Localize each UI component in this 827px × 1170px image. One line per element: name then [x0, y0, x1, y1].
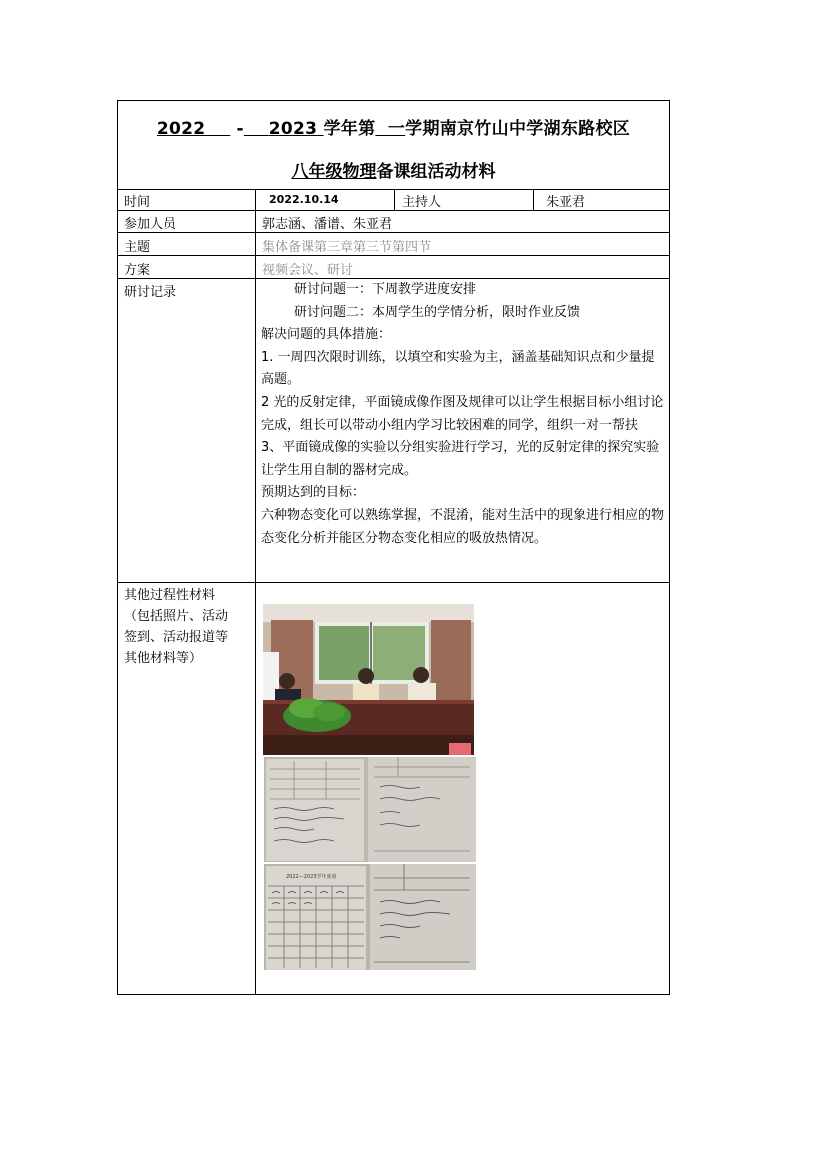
- record-q2: 研讨问题二：本周学生的学情分析，限时作业反馈: [294, 304, 581, 320]
- title-mid2: 学期南京竹山中学湖东路校区: [405, 119, 631, 139]
- form-title-line2: [118, 157, 669, 182]
- record-label: 研讨记录: [124, 285, 177, 300]
- record-measure-1: 1. 一周四次限时训练，以填空和实验为主，涵盖基础知识点和少量提高题。: [261, 349, 655, 388]
- year-end: 2023: [268, 119, 318, 139]
- form-title-line1: [118, 114, 669, 139]
- record-goal: 六种物态变化可以熟练掌握，不混淆，能对生活中的现象进行相应的物态变化分析并能区分物态变化相应的吸放热情况。: [261, 507, 665, 546]
- host-value: 朱亚君: [546, 195, 586, 210]
- other-label-3: 签到、活动报道等: [124, 630, 229, 645]
- plan-row: [118, 256, 669, 279]
- title-rest: 备课组活动材料: [376, 162, 496, 182]
- other-label: [124, 585, 252, 669]
- time-row: [118, 189, 669, 211]
- plan-value: 视频会议、研讨: [262, 263, 354, 278]
- other-label-4: 其他材料等）: [124, 651, 203, 666]
- grade-subject: 八年级物理: [291, 162, 377, 182]
- participants-label: 参加人员: [124, 217, 177, 232]
- topic-label: 主题: [124, 240, 151, 255]
- activity-form: [117, 100, 670, 995]
- record-sheet-photo-1: [264, 757, 476, 862]
- time-label: 时间: [124, 195, 151, 210]
- record-measure-3: 3、平面镜成像的实验以分组实验进行学习，光的反射定律的探究实验让学生用自制的器材完成。: [261, 440, 660, 478]
- topic-row: [118, 233, 669, 256]
- time-value: 2022.10.14: [269, 193, 339, 206]
- form-header: [118, 101, 669, 190]
- record-measure-2: 2 光的反射定律，平面镜成像作图及规律可以让学生根据目标小组讨论完成，组长可以带动小组内学习比较困难的同学，组织一对一帮扶: [261, 394, 664, 433]
- topic-value: 集体备课第三章第三节第四节: [262, 240, 432, 255]
- year-start: 2022: [156, 119, 206, 139]
- other-label-1: 其他过程性材料: [124, 588, 216, 603]
- sign-in-sheet-heading: 2022—2023学年度第: [286, 874, 337, 880]
- record-measures-title: 解决问题的具体措施：: [261, 327, 392, 343]
- other-label-2: （包括照片、活动: [124, 609, 229, 624]
- record-content: [261, 279, 665, 550]
- plan-label: 方案: [124, 263, 151, 278]
- record-sheet-photo-2: [264, 864, 476, 970]
- record-q1: 研讨问题一：下周教学进度安排: [294, 282, 477, 297]
- participants-row: [118, 211, 669, 233]
- year-dash: -: [236, 119, 244, 139]
- title-mid1: 学年第: [323, 119, 376, 139]
- host-label: 主持人: [402, 195, 442, 210]
- column-divider: [255, 189, 256, 994]
- participants-value: 郭志涵、潘谱、朱亚君: [262, 217, 393, 232]
- record-goal-title: 预期达到的目标：: [261, 485, 366, 501]
- meeting-photo: [263, 604, 474, 755]
- term: 一: [387, 119, 406, 139]
